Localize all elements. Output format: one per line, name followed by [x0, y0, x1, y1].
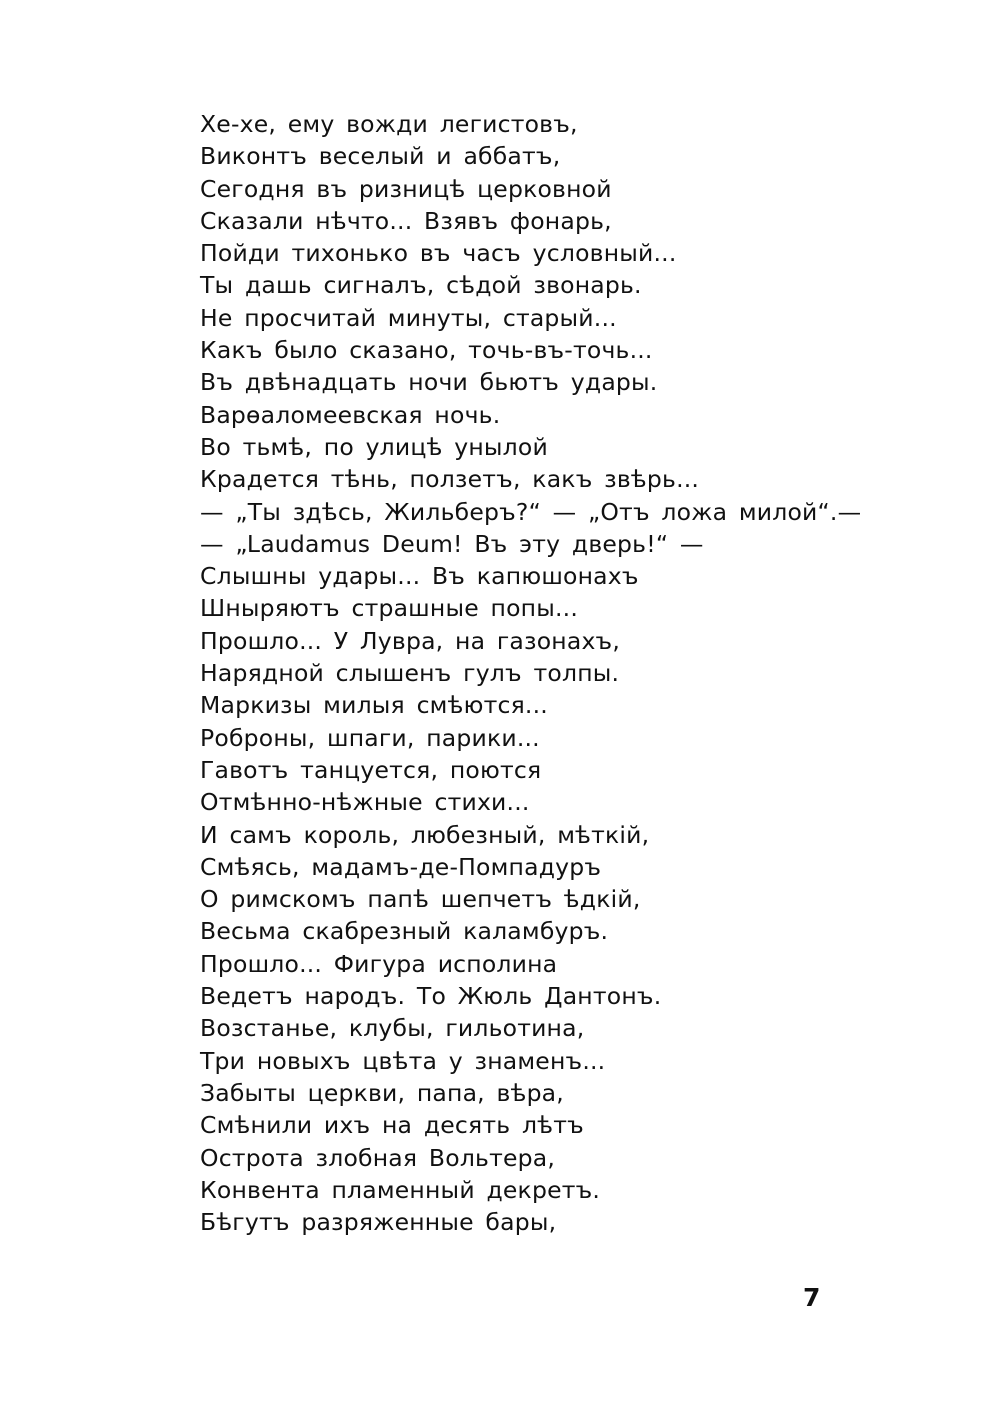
- poem-line: Хе-хе, ему вожди легистовъ,: [200, 110, 578, 138]
- poem-line: Прошло... У Лувра, на газонахъ,: [200, 626, 621, 655]
- poem-line: Маркизы милыя смѣются...: [200, 691, 548, 720]
- poem-line: Сегодня въ ризницѣ церковной: [200, 174, 612, 203]
- poem-line: Варѳаломеевская ночь.: [200, 400, 501, 429]
- poem-line: Не просчитай минуты, старый...: [200, 303, 617, 332]
- poem-line: Смѣясь, мадамъ-де-Помпадуръ: [200, 852, 602, 881]
- poem-line: Пойди тихонько въ часъ условный...: [200, 239, 677, 268]
- poem-line: Крадется тѣнь, ползетъ, какъ звѣрь...: [200, 465, 700, 494]
- poem-line: Во тьмѣ, по улицѣ унылой: [200, 432, 548, 461]
- page-number: 7: [803, 1283, 821, 1312]
- poem-line: Три новыхъ цвѣта у знаменъ...: [200, 1046, 606, 1075]
- poem-line: Въ двѣнадцать ночи бьютъ удары.: [200, 368, 658, 397]
- poem-line: Отмѣнно-нѣжные стихи...: [200, 788, 530, 817]
- poem-line: Слышны удары... Въ капюшонахъ: [200, 562, 639, 591]
- poem-line: Гавотъ танцуется, поются: [200, 755, 542, 784]
- poem-line: — „Ты здѣсь, Жильберъ?“ — „Отъ ложа милой“.—: [200, 497, 862, 526]
- poem-line: Виконтъ веселый и аббатъ,: [200, 142, 561, 171]
- poem-line: И самъ король, любезный, мѣткій,: [200, 820, 650, 849]
- poem-line: Прошло... Фигура исполина: [200, 949, 558, 978]
- poem-line: Смѣнили ихъ на десять лѣтъ: [200, 1111, 584, 1140]
- poem-line: — „Laudamus Deum! Въ эту дверь!“ —: [200, 529, 704, 558]
- poem-line: Какъ было сказано, точь-въ-точь...: [200, 336, 653, 365]
- poem-line: Забыты церкви, папа, вѣра,: [200, 1078, 564, 1107]
- poem-line: Бѣгутъ разряженные бары,: [200, 1208, 557, 1237]
- poem-line: Конвента пламенный декретъ.: [200, 1175, 601, 1204]
- poem-line: Ведетъ народъ. То Жюль Дантонъ.: [200, 982, 662, 1011]
- poem-line: Ты дашь сигналъ, сѣдой звонарь.: [200, 271, 642, 300]
- poem-line: Роброны, шпаги, парики...: [200, 723, 540, 752]
- poem-text: [200, 108, 900, 1238]
- poem-line: Весьма скабрезный каламбуръ.: [200, 917, 609, 946]
- poem-line: О римскомъ папѣ шепчетъ ѣдкій,: [200, 885, 641, 914]
- poem-line: Острота злобная Вольтера,: [200, 1143, 556, 1172]
- poem-line: Возстанье, клубы, гильотина,: [200, 1014, 585, 1043]
- poem-line: Шныряютъ страшные попы...: [200, 594, 578, 623]
- poem-line: Сказали нѣчто... Взявъ фонарь,: [200, 206, 612, 235]
- poem-line: Нарядной слышенъ гулъ толпы.: [200, 659, 620, 688]
